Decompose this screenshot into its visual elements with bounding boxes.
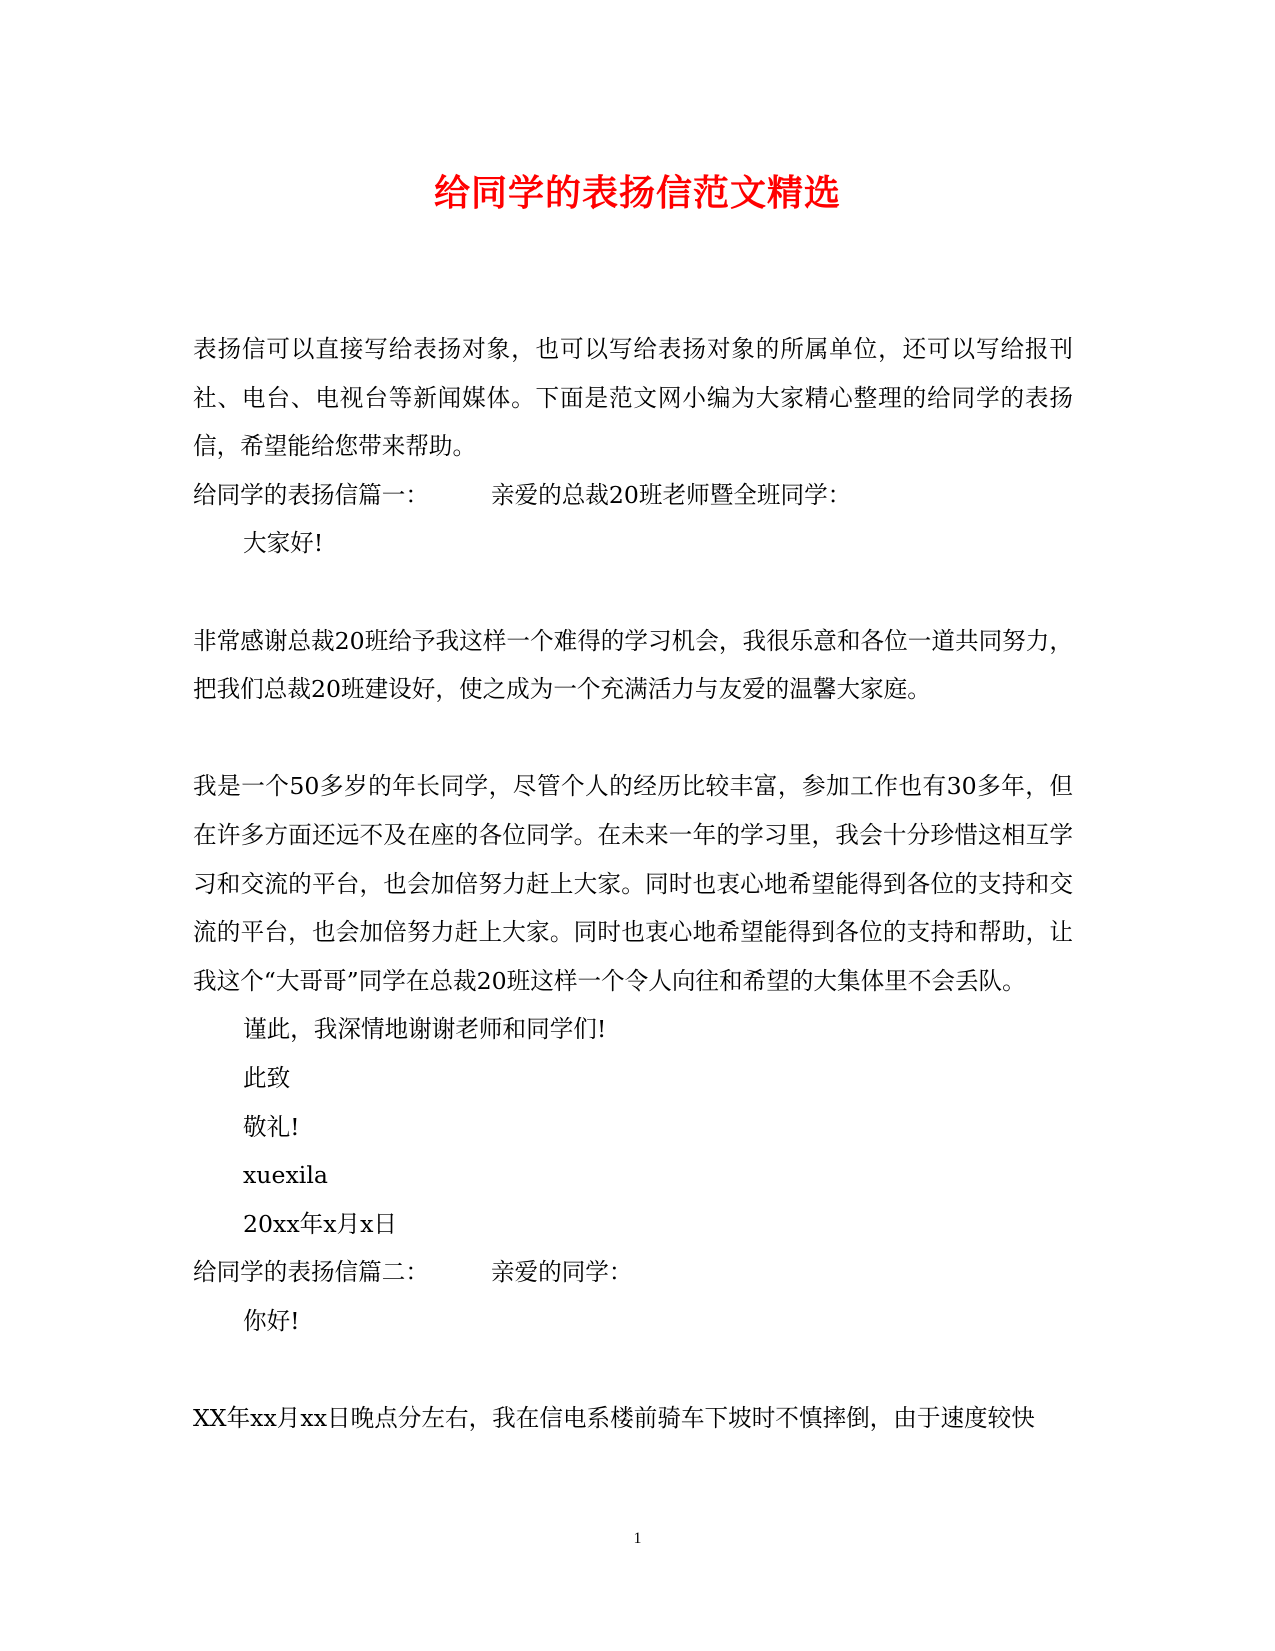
letter1-paragraph-1: 非常感谢总裁20班给予我这样一个难得的学习机会，我很乐意和各位一道共同努力，把我们总裁20班建设好，使之成为一个充满活力与友爱的温馨大家庭。 (193, 626, 1073, 704)
letter1-heading: 给同学的表扬信篇一： (193, 480, 429, 509)
letter2-greeting: 你好! (243, 1306, 300, 1335)
document-title: 给同学的表扬信范文精选 (433, 172, 841, 214)
letter1-date: 20xx年x月x日 (243, 1209, 398, 1238)
paragraph-gap (193, 714, 1073, 763)
letter1-closing-1: 此致 (243, 1063, 291, 1092)
letter1-salutation: 亲爱的总裁20班老师暨全班同学： (490, 480, 852, 509)
intro-paragraph: 表扬信可以直接写给表扬对象，也可以写给表扬对象的所属单位，还可以写给报刊社、电台、电视台等新闻媒体。下面是范文网小编为大家精心整理的给同学的表扬信，希望能给您带来帮助。 (193, 335, 1073, 461)
page-number: 1 (633, 1530, 642, 1547)
letter2-heading-line (193, 1248, 1073, 1297)
letter1-closing-2: 敬礼! (243, 1112, 300, 1141)
letter1-thanks: 谨此，我深情地谢谢老师和同学们! (243, 1015, 607, 1044)
letter1-signature: xuexila (243, 1161, 328, 1190)
letter1-greeting: 大家好! (243, 529, 324, 558)
paragraph-gap (193, 568, 1073, 617)
document-body (193, 325, 1073, 1443)
letter2-salutation: 亲爱的同学： (490, 1258, 633, 1287)
paragraph-gap (193, 1345, 1073, 1394)
letter2-paragraph-1: XX年xx月xx日晚点分左右，我在信电系楼前骑车下坡时不慎摔倒，由于速度较快 (193, 1404, 1035, 1433)
letter1-paragraph-2: 我是一个50多岁的年长同学，尽管个人的经历比较丰富，参加工作也有30多年，但在许多方面还远不及在座的各位同学。在未来一年的学习里，我会十分珍惜这相互学习和交流的平台，也会加倍努力赶上大家。同时也衷心地希望能得到各位的支持和交流的平台，也会加倍努力赶上大家。同时也衷心地希望能得到各位的支持和帮助，让我这个“大哥哥”同学在总裁20班这样一个令人向往和希望的大集体里不会丢队。 (193, 772, 1073, 995)
letter2-heading: 给同学的表扬信篇二： (193, 1258, 429, 1287)
letter1-heading-line (193, 471, 1073, 520)
